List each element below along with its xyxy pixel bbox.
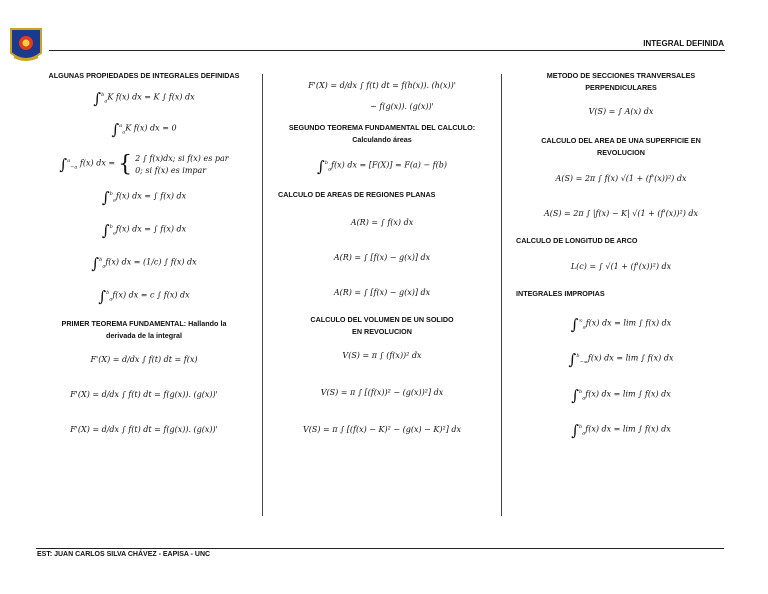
formula: F'(X) = d/dx ∫ f(t) dt = f(g(x)). (g(x))' bbox=[70, 389, 218, 399]
section-heading: CALCULO DEL VOLUMEN DE UN SOLIDO EN REVOLUCION bbox=[310, 315, 454, 337]
section-heading: CALCULO DE AREAS DE REGIONES PLANAS bbox=[278, 190, 436, 200]
footer-author: EST: JUAN CARLOS SILVA CHÁVEZ - EAPISA - UNC bbox=[37, 551, 211, 558]
formula: F'(X) = d/dx ∫ f(t) dt = f(h(x)). (h(x))' bbox=[308, 81, 456, 90]
formula: A(R) = ∫ f(x) dx bbox=[350, 218, 414, 228]
formula: A(R) = ∫ [f(x) − g(x)] dx bbox=[333, 253, 431, 263]
column-properties bbox=[30, 70, 258, 435]
header-rule bbox=[49, 50, 725, 51]
formula: F'(X) = d/dx ∫ f(t) dt = f(g(x)). (g(x))' bbox=[70, 424, 218, 434]
formula: V(S) = π ∫ [(f(x) − K)² − (g(x) − K)²] dx bbox=[302, 425, 462, 435]
formula: ∫$^b_a$f(x) dx = c ∫ f(x) dx bbox=[98, 287, 190, 306]
formula: ∫$^a_a$K f(x) dx = 0 bbox=[111, 120, 177, 139]
section-heading: CALCULO DE LONGITUD DE ARCO bbox=[516, 236, 638, 245]
formula: ∫$^b_a$f(x) dx = ∫ f(x) dx bbox=[101, 188, 187, 207]
formula: ∫$^b_a$f(x) dx = lim ∫ f(x) dx bbox=[571, 421, 671, 440]
formula: ∫$^b_a$f(x) dx = lim ∫ f(x) dx bbox=[571, 386, 671, 405]
formula: F'(X) = d/dx ∫ f(t) dt = f(x) bbox=[90, 354, 198, 364]
page-title: INTEGRAL DEFINIDA bbox=[643, 39, 724, 48]
column-divider bbox=[501, 74, 502, 516]
formula: ∫$^b_a$f(x) dx = [F(X)] = F(a) − f(b) bbox=[317, 157, 447, 176]
section-heading: METODO DE SECCIONES TRANVERSALES PERPENDICULARES bbox=[546, 71, 696, 92]
formula: $\int^\infty_af(x)$ dx = lim ∫ f(x) dx bbox=[570, 315, 672, 334]
formula: ∫$^b_a$f(x) dx = ∫ f(x) dx bbox=[101, 221, 187, 240]
section-heading: SEGUNDO TEOREMA FUNDAMENTAL DEL CALCULO: bbox=[288, 123, 476, 132]
formula: − f(g(x)). (g(x))' bbox=[370, 102, 434, 111]
section-heading: ALGUNAS PROPIEDADES DE INTEGRALES DEFINIDAS bbox=[48, 71, 240, 80]
university-logo bbox=[9, 27, 43, 65]
formula: V(S) = π ∫ [(f(x))² − (g(x))²] dx bbox=[320, 388, 444, 398]
column-applications bbox=[508, 70, 734, 439]
formula: ∫$^b_a$K f(x) dx = K ∫ f(x) dx bbox=[93, 89, 195, 108]
formula: ∫$^a_{-a}$ f(x) dx = { 2 ∫ f(x)dx; si f(x) es par 0; si f(x) es impar bbox=[59, 152, 229, 177]
formula: L(c) = ∫ √(1 + (f'(x))²) dx bbox=[570, 262, 672, 271]
formula: ∫$^b_a$f(x) dx = (1/c) ∫ f(x) dx bbox=[91, 254, 197, 273]
formula: A(S) = 2π ∫ |f(x) − K| √(1 + (f'(x))²) dx bbox=[543, 209, 699, 218]
formula: ∫$^b_{-\infty}$f(x) dx = lim ∫ f(x) dx bbox=[568, 350, 674, 369]
section-heading: CALCULO DEL AREA DE UNA SUPERFICIE EN REVOLUCION bbox=[541, 136, 701, 157]
column-theorems bbox=[268, 70, 496, 435]
footer-rule bbox=[36, 548, 724, 549]
formula: A(R) = ∫ [f(x) − g(x)] dx bbox=[333, 288, 431, 298]
section-heading: INTEGRALES IMPROPIAS bbox=[516, 289, 605, 298]
formula: A(S) = 2π ∫ f(x) √(1 + (f'(x))²) dx bbox=[555, 174, 687, 183]
section-heading: PRIMER TEOREMA FUNDAMENTAL: Hallando la derivada de la integral bbox=[61, 318, 227, 340]
section-subheading: Calculando áreas bbox=[352, 135, 412, 144]
column-divider bbox=[262, 74, 263, 516]
formula: V(S) = π ∫ (f(x))² dx bbox=[342, 351, 422, 361]
formula: V(S) = ∫ A(x) dx bbox=[588, 107, 654, 116]
